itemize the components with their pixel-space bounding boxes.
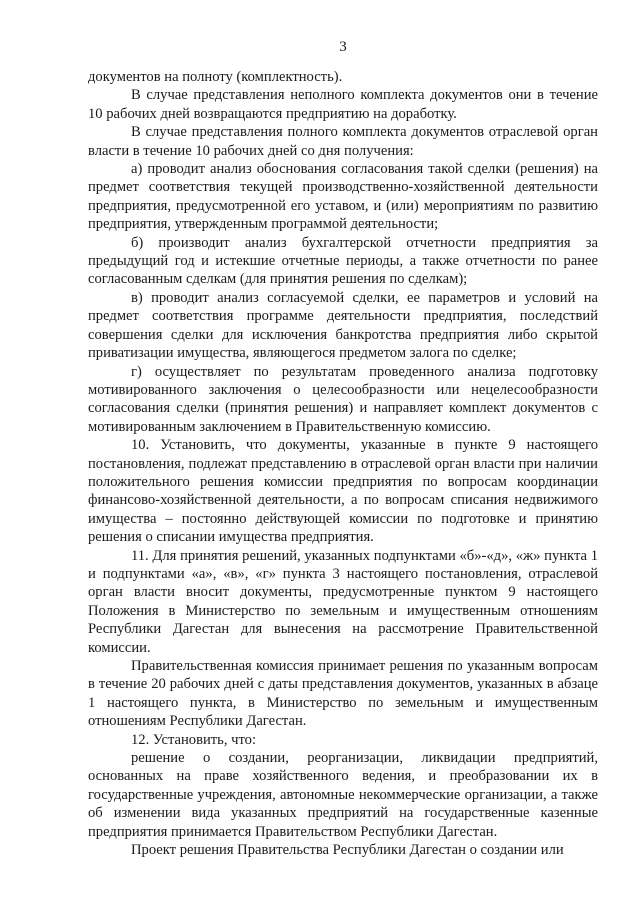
paragraph: а) проводит анализ обоснования согласования такой сделки (решения) на предмет соответствия текущей производственно-хозяйственной деятельности предприятия, предусмотренной его уставом, и (или) мероприятиям по развитию предприятия, утвержденным программой деятельности;	[88, 161, 598, 233]
paragraph: В случае представления полного комплекта документов отраслевой орган власти в течение 10 рабочих дней со дня получения:	[88, 124, 598, 159]
paragraph: В случае представления неполного комплекта документов они в течение 10 рабочих дней возвращаются предприятию на доработку.	[88, 87, 598, 122]
paragraph: г) осуществляет по результатам проведенного анализа подготовку мотивированного заключения о целесообразности или нецелесообразности согласования сделки (принятия решения) и направляет комплект документов с мотивированным заключением в Правительственную комиссию.	[88, 363, 598, 435]
paragraph: 10. Установить, что документы, указанные в пункте 9 настоящего постановления, подлежат представлению в отраслевой орган власти при наличии положительного решения комиссии предприятия по вопросам координации финансово-хозяйственной деятельности, а по вопросам списания недвижимого имущества – постоянно действующей комиссии по подготовке и принятию решения о списании имущества предприятия.	[88, 437, 598, 546]
paragraph: документов на полноту (комплектность).	[88, 69, 343, 85]
paragraph: 11. Для принятия решений, указанных подпунктами «б»-«д», «ж» пункта 1 и подпунктами «а», «в», «г» пункта 3 настоящего постановления, отраслевой орган власти вносит документы, предусмотренные пунктом 9 настоящего Положения в Министерство по земельным и имущественным отношениям Республики Дагестан для вынесения на рассмотрение Правительственной комиссии.	[88, 547, 598, 656]
paragraph: решение о создании, реорганизации, ликвидации предприятий, основанных на праве хозяйственного ведения, и преобразовании их в государственные учреждения, автономные некоммерческие организации, а также об изменении вида указанных предприятий на государственные казенные предприятия принимается Правительством Республики Дагестан.	[88, 750, 598, 840]
paragraph: в) проводит анализ согласуемой сделки, ее параметров и условий на предмет соответствия программе деятельности предприятия, последствий совершения сделки для исключения банкротства предприятия либо скрытой приватизации имущества, являющегося предметом залога по сделке;	[88, 289, 598, 362]
page-number: 3	[339, 39, 347, 55]
paragraph: Правительственная комиссия принимает решения по указанным вопросам в течение 20 рабочих дней с даты представления документов, указанных в абзаце 1 настоящего пункта, в Министерство по земельным и имущественным отношениям Республики Дагестан.	[88, 658, 598, 730]
paragraph: Проект решения Правительства Республики Дагестан о создании или	[131, 842, 564, 859]
paragraph: 12. Установить, что:	[131, 731, 256, 748]
body-text	[88, 68, 598, 859]
paragraph: б) производит анализ бухгалтерской отчетности предприятия за предыдущий год и истекшие отчетные периоды, а также отчетности по ранее согласованным сделкам (для принятия решения по сделкам);	[88, 234, 598, 288]
